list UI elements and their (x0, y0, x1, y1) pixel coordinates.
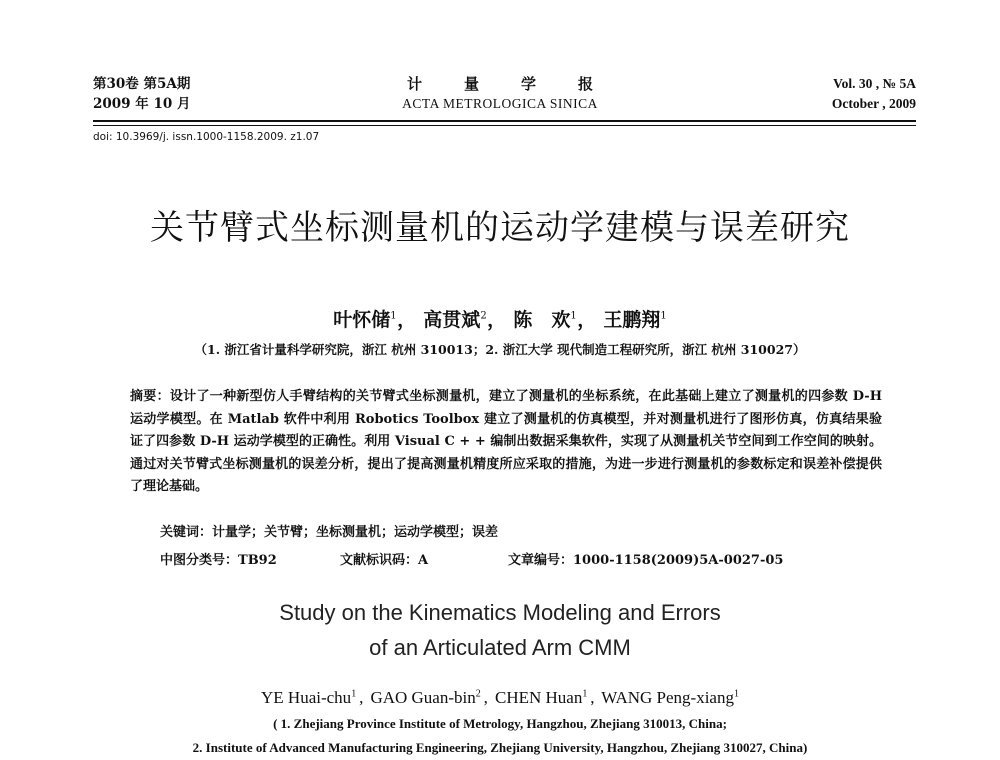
title-en-line2: of an Articulated Arm CMM (369, 635, 631, 660)
author-cn: 王鹏翔$^1$ (603, 309, 667, 331)
author-en: CHEN Huan$^1$ (494, 688, 588, 707)
journal-volume-info-en (832, 74, 916, 114)
volume-issue: 第30卷 第5A期 (93, 76, 191, 92)
keywords-cn (160, 521, 498, 540)
article-number: 文章编号：1000-1158(2009)5A-0027-05 (508, 553, 784, 568)
clc-number: 中图分类号：TB92 (160, 553, 277, 568)
author-cn: 高贯斌$^2$ (423, 309, 487, 331)
title-en-line1: Study on the Kinematics Modeling and Errors (279, 600, 721, 625)
author-en: GAO Guan-bin$^2$ (370, 688, 481, 707)
keywords-label: 关键词： (160, 525, 213, 540)
author-en: YE Huai-chu$^1$ (261, 688, 357, 707)
doi: doi: 10.3969/j. issn.1000-1158.2009. z1.07 (93, 131, 320, 143)
abstract-cn (130, 386, 882, 499)
header-rule-thick (93, 120, 916, 122)
journal-name-cn: 计量学报 (406, 75, 635, 93)
abstract-text: 设计了一种新型仿人手臂结构的关节臂式坐标测量机，建立了测量机的坐标系统，在此基础上建立了测量机的四参数 D-H 运动学模型。在 Matlab 软件中利用 Robotics Toolbox 建立了测量机的仿真模型，并对测量机进行了图形仿真，仿真结果验证了四参数 D-H 运动学模型的正确性。利用 Visual C + + 编制出数据采集软件，实现了从测量机关节空间到工作空间的映射。通过对关节臂式坐标测量机的误差分析，提出了提高测量机精度所应采取的措施，为进一步进行测量机的参数标定和误差补偿提供了理论基础。 (130, 389, 882, 494)
abstract-label: 摘要： (130, 389, 170, 404)
author-cn: 陈 欢$^1$ (513, 309, 577, 331)
paper-title-en (0, 595, 1000, 665)
authors-cn: 叶怀储$^1$， 高贯斌$^2$， 陈 欢$^1$， 王鹏翔$^1$ (333, 309, 667, 331)
keywords-text: 计量学；关节臂；坐标测量机；运动学模型；误差 (212, 525, 499, 540)
header-rule-thin (93, 125, 916, 126)
author-cn: 叶怀储$^1$ (333, 309, 397, 331)
volume-issue-en: Vol. 30 , № 5A (833, 76, 916, 91)
paper-title-cn: 关节臂式坐标测量机的运动学建模与误差研究 (150, 208, 850, 248)
document-code: 文献标识码：A (340, 553, 429, 568)
issue-date-en: October , 2009 (831, 96, 916, 111)
affiliation-en-line1: ( 1. Zhejiang Province Institute of Metrology, Hangzhou, Zhejiang 310013, China; (273, 716, 727, 731)
affiliation-cn: （1. 浙江省计量科学研究院，浙江 杭州 310013；2. 浙江大学 现代制造工程研究所，浙江 杭州 310027） (194, 342, 806, 357)
affiliation-en-line2: 2. Institute of Advanced Manufacturing Engineering, Zhejiang University, Hangzhou, Zhejiang 310027, China) (192, 740, 808, 755)
issue-date-cn: 2009 年 10 月 (93, 96, 191, 112)
journal-name-en: ACTA METROLOGICA SINICA (402, 96, 598, 111)
author-en: WANG Peng-xiang$^1$ (601, 688, 739, 707)
authors-en: YE Huai-chu$^1$ , GAO Guan-bin$^2$ , CHEN Huan$^1$ , WANG Peng-xiang$^1$ (261, 688, 739, 707)
